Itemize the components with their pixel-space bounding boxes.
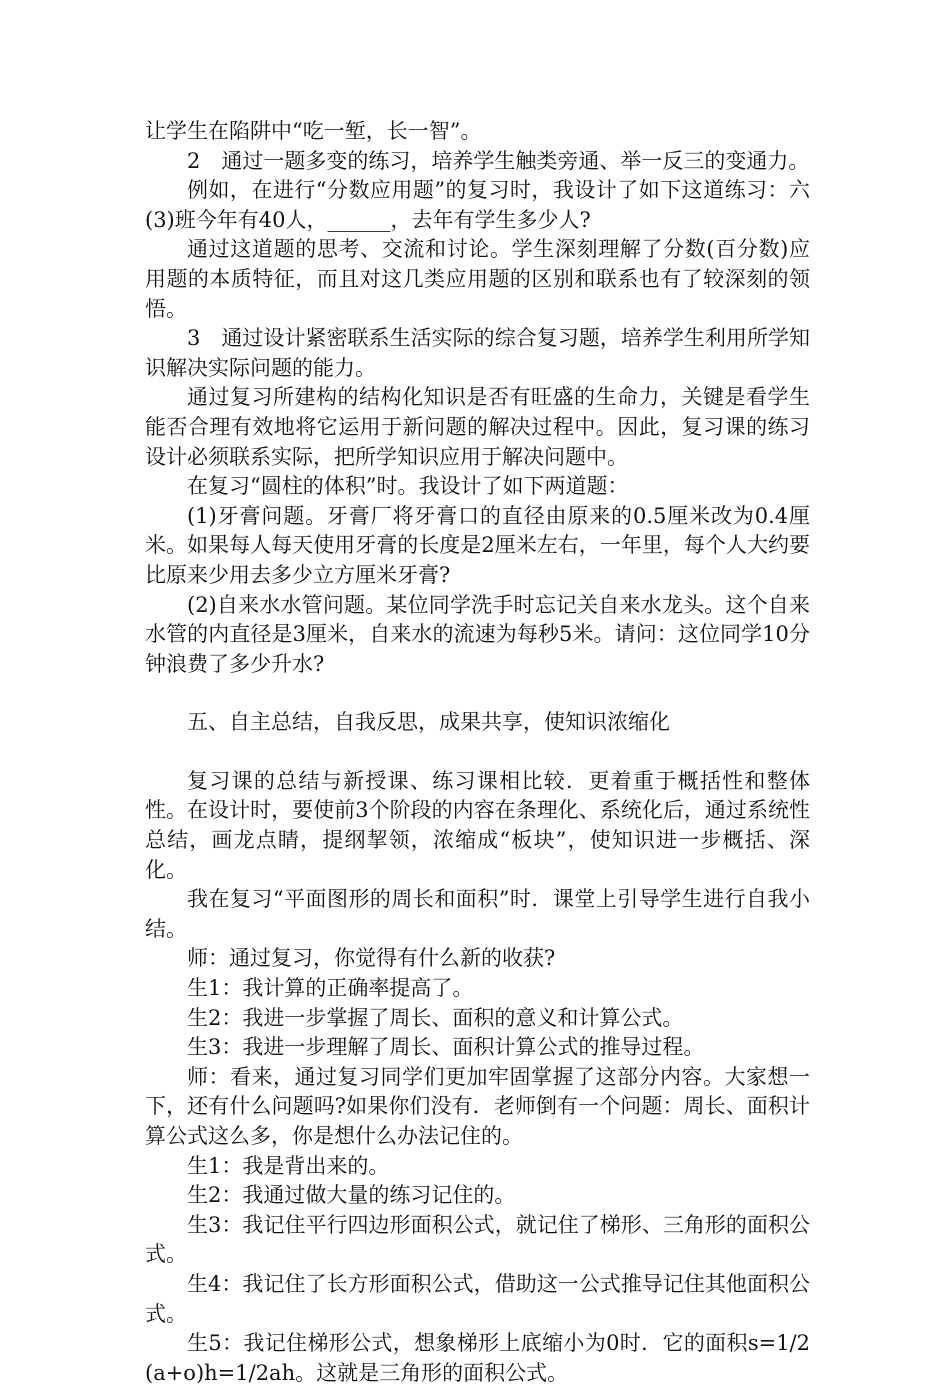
dialogue-line: 生4：我记住了长方形面积公式，借助这一公式推导记住其他面积公式。 <box>145 1271 810 1326</box>
paragraph: 通过复习所建构的结构化知识是否有旺盛的生命力，关键是看学生能否合理有效地将它运用于新问题的解决过程中。因此，复习课的练习设计必须联系实际，把所学知识应用于解决问题中。 <box>145 385 810 469</box>
dialogue-line: 生3：我记住平行四边形面积公式，就记住了梯形、三角形的面积公式。 <box>145 1212 810 1267</box>
document-body <box>145 117 810 1388</box>
paragraph: 在复习“圆柱的体积”时。我设计了如下两道题： <box>187 474 629 499</box>
paragraph: 我在复习“平面图形的周长和面积”时．课堂上引导学生进行自我小结。 <box>145 887 810 941</box>
paragraph: 例如，在进行“分数应用题”的复习时，我设计了如下这道练习：六(3)班今年有40人，______，去年有学生多少人? <box>145 178 810 232</box>
paragraph: (1)牙膏问题。牙膏厂将牙膏口的直径由原来的0.5厘米改为0.4厘米。如果每人每天使用牙膏的长度是2厘米左右，一年里，每个人大约要比原来少用去多少立方厘米牙膏? <box>145 503 810 587</box>
paragraph: 3 通过设计紧密联系生活实际的综合复习题，培养学生利用所学知识解决实际问题的能力。 <box>145 326 810 380</box>
dialogue-line: 师：看来，通过复习同学们更加牢固掌握了这部分内容。大家想一下，还有什么问题吗?如果你们没有．老师倒有一个问题：周长、面积计算公式这么多，你是想什么办法记住的。 <box>145 1064 810 1148</box>
paragraph: 让学生在陷阱中“吃一堑，长一智”。 <box>145 119 482 143</box>
dialogue-line: 生2：我进一步掌握了周长、面积的意义和计算公式。 <box>187 1005 684 1030</box>
paragraph: 复习课的总结与新授课、练习课相比较．更着重于概括性和整体性。在设计时，要使前3个阶段的内容在条理化、系统化后，通过系统性总结，画龙点睛，提纲挈领，浓缩成“板块”，使知识进一步概括、深化。 <box>145 768 810 882</box>
section-heading: 五、自主总结，自我反思，成果共享，使知识浓缩化 <box>187 710 670 735</box>
dialogue-line: 生1：我计算的正确率提高了。 <box>187 976 474 1001</box>
dialogue-line: 师：通过复习，你觉得有什么新的收获? <box>187 946 556 971</box>
paragraph: 通过这道题的思考、交流和讨论。学生深刻理解了分数(百分数)应用题的本质特征，而且对这几类应用题的区别和联系也有了较深刻的领悟。 <box>145 237 810 321</box>
paragraph: (2)自来水水管问题。某位同学洗手时忘记关自来水龙头。这个自来水管的内直径是3厘米，自来水的流速为每秒5米。请问：这位同学10分钟浪费了多少升水? <box>145 592 810 676</box>
dialogue-line: 生1：我是背出来的。 <box>187 1153 390 1178</box>
paragraph: 2 通过一题多变的练习，培养学生触类旁通、举一反三的变通力。 <box>187 148 810 173</box>
dialogue-line: 生5：我记住梯形公式，想象梯形上底缩小为0时．它的面积s=1/2(a+o)h=1/2ah。这就是三角形的面积公式。 <box>145 1331 810 1385</box>
dialogue-line: 生3：我进一步理解了周长、面积计算公式的推导过程。 <box>187 1035 705 1060</box>
dialogue-line: 生2：我通过做大量的练习记住的。 <box>187 1183 516 1208</box>
